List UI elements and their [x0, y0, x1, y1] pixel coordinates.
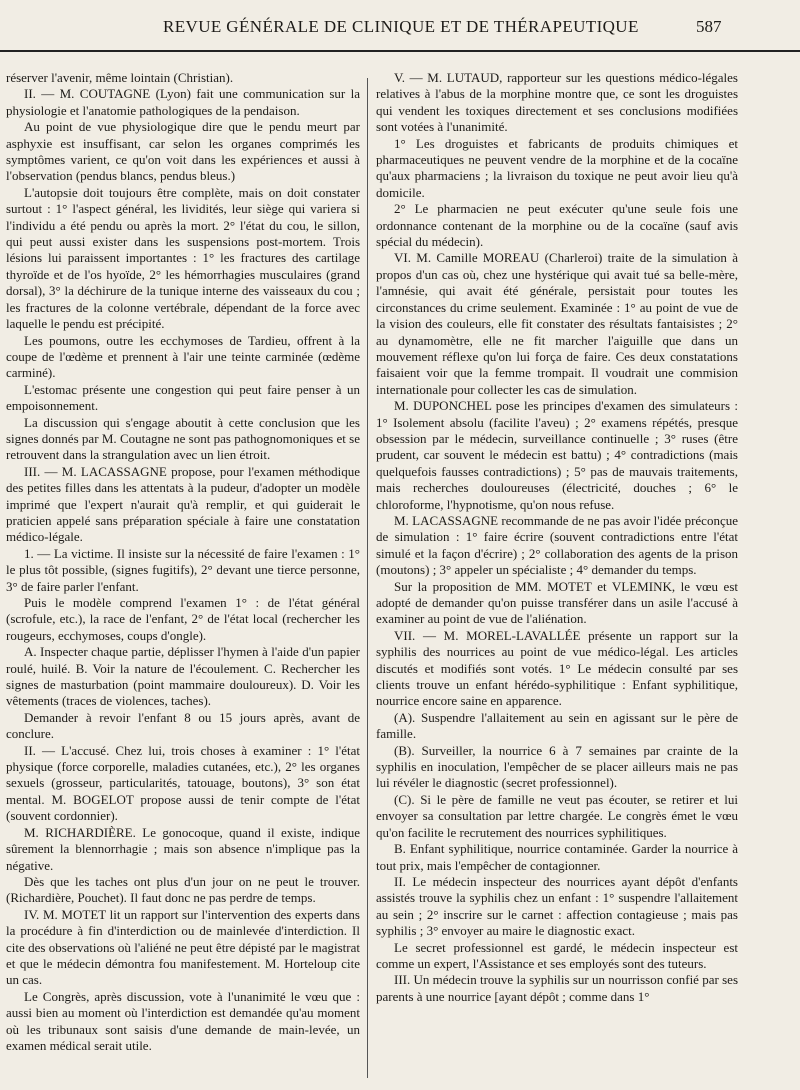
paragraph: V. — M. LUTAUD, rapporteur sur les questions médico-légales relatives à l'abus de la morphine montre que, ce sont les droguistes qui vendent les toxiques directement et ses conclusions modifiées sont votées à l'unanimité.	[376, 70, 738, 135]
paragraph: L'autopsie doit toujours être complète, mais on doit constater surtout : 1° l'aspect général, les lividités, leur siège qui variera si l'individu a été pendu ou après la mort. 2° l'état du cou, le sillon, qui peut aussi exister dans les suspensions post-mortem. Trois lésions lui paraissent importantes : 1° les fractures des cartilage thyroïde et de l'os hyoïde, 2° les hémorrhagies musculaires (grand dorsal), 3° la déchirure de la tunique interne des vaisseaux du cou ; les fractures de la colonne vertébrale, dépendant de la force avec laquelle le pendu est précipité.	[6, 184, 360, 332]
paragraph: Sur la proposition de MM. MOTET et VLEMINK, le vœu est adopté de demander qu'on puisse transférer dans un asile l'accusé à examiner au point de vue de l'aliénation.	[376, 578, 738, 627]
paragraph: 2° Le pharmacien ne peut exécuter qu'une seule fois une ordonnance contenant de la morphine ou de la cocaïne (sauf avis spécial du médecin).	[376, 201, 738, 250]
paragraph: 1. — La victime. Il insiste sur la nécessité de faire l'examen : 1° le plus tôt possible, (signes fugitifs), 2° devant une tierce personne, 3° de faire parler l'enfant.	[6, 545, 360, 594]
paragraph: Le secret professionnel est gardé, le médecin inspecteur est comme un expert, l'Assistance et ses employés sont des tuteurs.	[376, 939, 738, 971]
left-column	[6, 70, 360, 1054]
paragraph: (A). Suspendre l'allaitement au sein en agissant sur le père de famille.	[376, 709, 738, 742]
paragraph: 1° Les droguistes et fabricants de produits chimiques et pharmaceutiques ne peuvent vendre de la morphine et de la cocaïne qu'aux pharmaciens ; la livraison du toxique ne peut avoir lieu qu'à domicile.	[376, 135, 738, 200]
paragraph: L'estomac présente une congestion qui peut faire penser à un empoisonnement.	[6, 381, 360, 414]
running-header	[0, 0, 800, 58]
paragraph: Dès que les taches ont plus d'un jour on ne peut le trouver. (Richardière, Pouchet). Il faut donc ne pas perdre de temps.	[6, 873, 360, 906]
paragraph: La discussion qui s'engage aboutit à cette conclusion que les signes donnés par M. Coutagne ne sont pas pathognomoniques et se retrouvent dans la strangulation avec un lien étroit.	[6, 414, 360, 463]
paragraph: M. DUPONCHEL pose les principes d'examen des simulateurs : 1° Isolement absolu (facilite l'aveu) ; 2° examens répétés, presque obsession par le médecin, surveillance continuelle ; 3° ruses (être prudent, car souvent le médecin est battu) ; 4° contradictions (mais quelquefois fausses contradictions) ; 5° pas de mauvais traitements, mais recherches douloureuses (électricité, douches ; 6° le chloroforme, l'hypnotisme, qu'on nous refuse.	[376, 398, 738, 512]
paragraph: (B). Surveiller, la nourrice 6 à 7 semaines par crainte de la syphilis en inoculation, l'empêcher de se placer ailleurs mais ne pas lui révéler le diagnostic (secret professionnel).	[376, 742, 738, 791]
paragraph: réserver l'avenir, même lointain (Christian).	[6, 70, 234, 85]
paragraph: II. Le médecin inspecteur des nourrices ayant dépôt d'enfants assistés trouve la syphilis chez un enfant : 1° suspendre l'allaitement au sein ; 2° inscrire sur le carnet : affection contagieuse ; mais pas syphilis ; 3° envoyer au maire le diagnostic exact.	[376, 873, 738, 939]
paragraph: VII. — M. MOREL-LAVALLÉE présente un rapport sur la syphilis des nourrices au point de vue médico-légal. Les articles discutés et modifiés sont votés. 1° Le médecin consulté par ses clients trouve un enfant hérédo-syphilitique : Enfant syphilitique, nourrice encore saine en apparence.	[376, 627, 738, 709]
paragraph: Puis le modèle comprend l'examen 1° : de l'état général (scrofule, etc.), la race de l'enfant, 2° de l'état local (rechercher les rougeurs, ecchymoses, coups d'ongle).	[6, 595, 360, 643]
page-number: 587	[696, 17, 722, 36]
paragraph: IV. M. MOTET lit un rapport sur l'intervention des experts dans la procédure à fin d'interdiction ou de mainlevée d'interdiction. Il cite des observations où l'aliéné ne peut être dépisté par le magistrat et que le médecin démontra fou manifestement. M. Horteloup cite un cas.	[6, 906, 360, 988]
paragraph: Au point de vue physiologique dire que le pendu meurt par asphyxie est insuffisant, car selon les organes comprimés les symptômes varient, ce qu'on voit dans les expériences et aussi à l'observation (pendus blancs, pendus bleus.)	[6, 119, 360, 184]
paragraph: II. — M. COUTAGNE (Lyon) fait une communication sur la physiologie et l'anatomie pathologiques de la pendaison.	[6, 86, 360, 118]
paragraph: B. Enfant syphilitique, nourrice contaminée. Garder la nourrice à tout prix, mais l'empêcher de contagionner.	[376, 841, 738, 873]
header-rule	[0, 50, 800, 52]
journal-title: REVUE GÉNÉRALE DE CLINIQUE ET DE THÉRAPEUTIQUE	[163, 17, 639, 36]
paragraph: M. RICHARDIÈRE. Le gonocoque, quand il existe, indique sûrement la blennorrhagie ; mais son absence n'implique pas la négative.	[6, 824, 360, 873]
right-column	[376, 70, 738, 1005]
paragraph: Demander à revoir l'enfant 8 ou 15 jours après, avant de conclure.	[6, 709, 360, 742]
paragraph: II. — L'accusé. Chez lui, trois choses à examiner : 1° l'état physique (force corporelle, maladies cutanées, etc.), 2° les organes sexuels (grosseur, particularités, tatouage, boutons), 3° son état mental. M. BOGELOT propose aussi de tenir compte de l'état (souvent cordonnier).	[6, 742, 360, 824]
paragraph: III. Un médecin trouve la syphilis sur un nourrisson confié par ses parents à une nourrice [ayant dépôt ; comme dans 1°	[376, 972, 738, 1004]
paragraph: (C). Si le père de famille ne veut pas écouter, se retirer et lui envoyer sa consultation par lettre chargée. Le congrès émet le vœu qu'on facilite le recrutement des nourrices syphilitiques.	[376, 791, 738, 840]
paragraph: M. LACASSAGNE recommande de ne pas avoir l'idée préconçue de simulation : 1° faire écrire (souvent contradictions entre l'état simulé et la façon d'écrire) ; 2° collaboration des agents de la prison (moutons) ; 3° appeler un spécialiste ; 4° demander du temps.	[376, 512, 738, 578]
paragraph: Le Congrès, après discussion, vote à l'unanimité le vœu que : aussi bien au moment où l'interdiction est demandée qu'au moment où les tribunaux sont saisis d'une demande de main-levée, un examen médical serait utile.	[6, 988, 360, 1053]
paragraph: VI. M. Camille MOREAU (Charleroi) traite de la simulation à propos d'un cas où, chez une hystérique qui avait tué sa belle-mère, l'amnésie, qui avait été générale, persistait pour toutes les circonstances du crime seulement. Examinée : 1° au point de vue de la vision des couleurs, elle fit constater des résultats fantaisistes ; 2° au dynamomètre, elle ne fit marcher l'aiguille que dans un mouvement réflexe qu'on lui força de faire. Ces deux constatations faisaient voir que la femme trompait. Il voudrait une commision internationale pour collecter les cas de simulation.	[376, 250, 738, 397]
paragraph: III. — M. LACASSAGNE propose, pour l'examen méthodique des petites filles dans les attentats à la pudeur, d'adopter un modèle imprimé que l'expert n'aurait qu'à remplir, et qui guiderait le praticien appelé sans préparation spéciale à faire une constatation médico-légale.	[6, 463, 360, 545]
paragraph: A. Inspecter chaque partie, déplisser l'hymen à l'aide d'un papier roulé, huilé. B. Voir la nature de l'écoulement. C. Rechercher les signes de masturbation (point mammaire douloureux). D. Voir les vêtements (traces de violences, taches).	[6, 644, 360, 709]
column-divider	[367, 78, 368, 1078]
paragraph: Les poumons, outre les ecchymoses de Tardieu, offrent à la coupe de l'œdème et prennent à l'air une teinte carminée (œdème carminé).	[6, 332, 360, 381]
